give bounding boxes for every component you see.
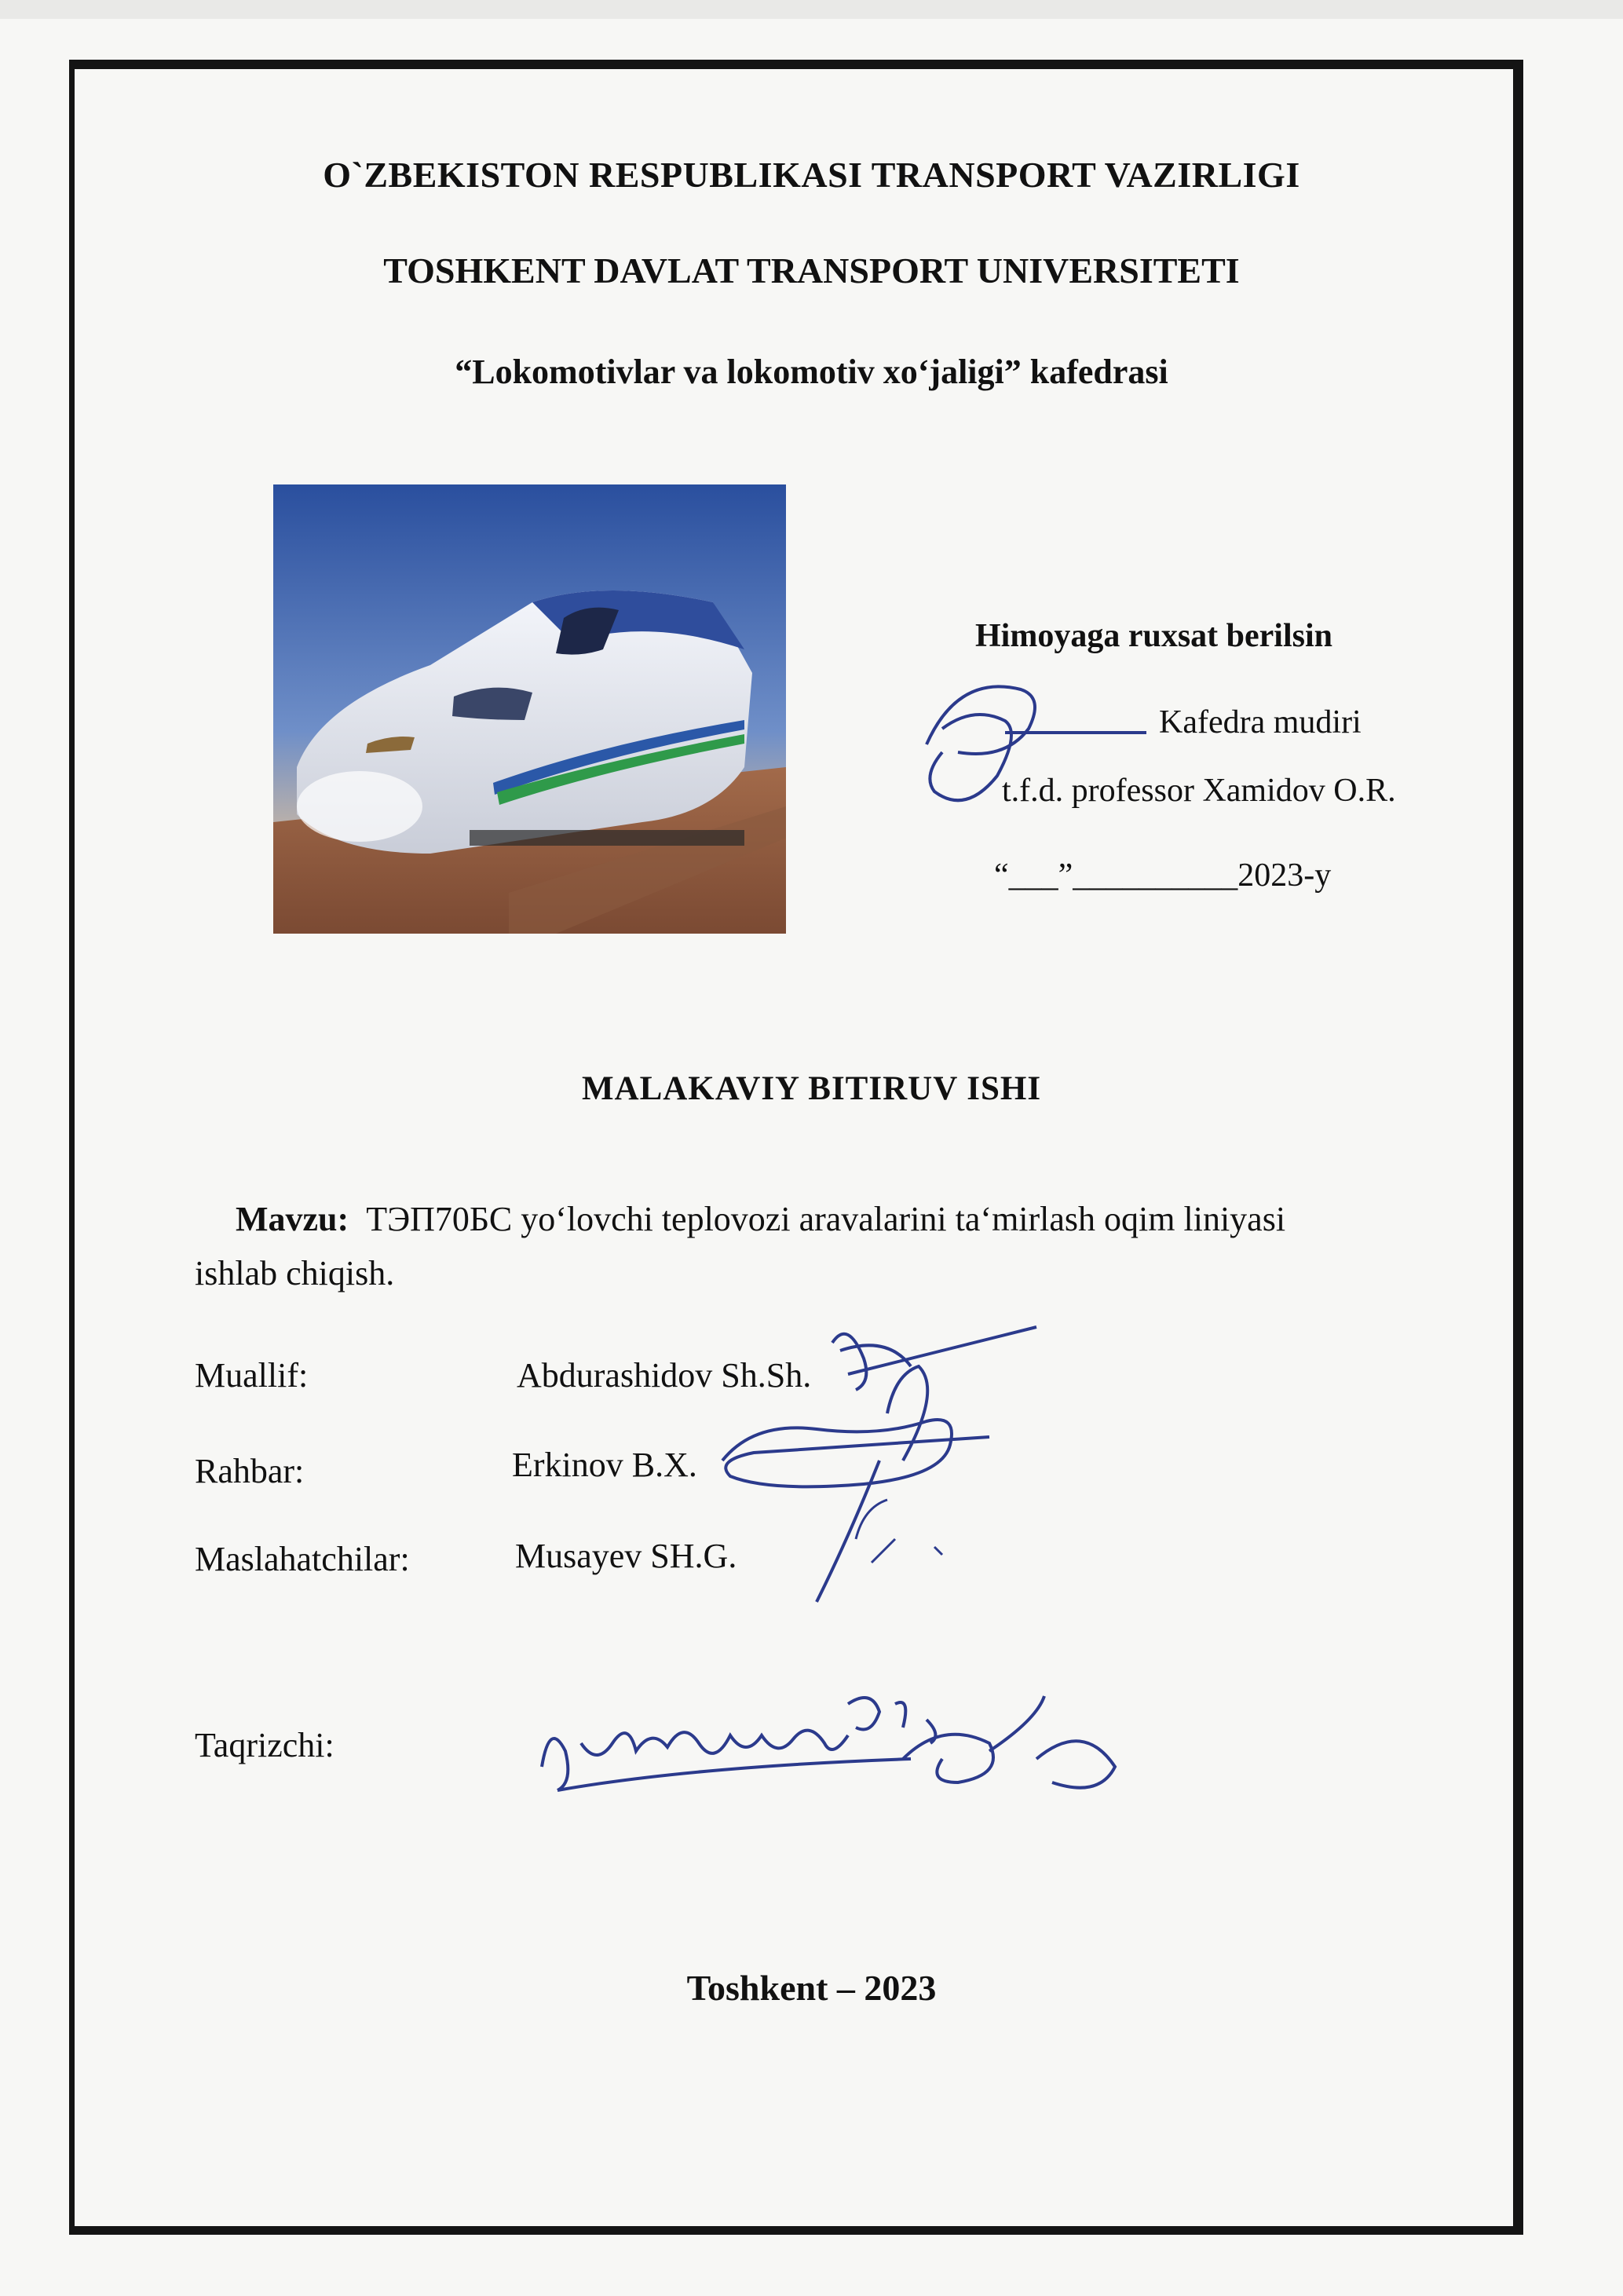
university-heading: TOSHKENT DAVLAT TRANSPORT UNIVERSITETI: [383, 250, 1240, 291]
scan-top-edge: [0, 0, 1623, 19]
ministry-heading: O`ZBEKISTON RESPUBLIKASI TRANSPORT VAZIRLIGI: [323, 155, 1300, 195]
approval-title: Himoyaga ruxsat berilsin: [975, 618, 1333, 654]
topic-line-2: ishlab chiqish.: [195, 1254, 395, 1292]
consultants-label: Maslahatchilar:: [195, 1540, 410, 1578]
approval-person: t.f.d. professor Xamidov O.R.: [1002, 773, 1396, 809]
reviewer-signature: [534, 1673, 1131, 1814]
reviewer-label: Taqrizchi:: [195, 1726, 334, 1764]
approval-role: Kafedra mudiri: [1159, 704, 1362, 740]
train-photo: [273, 484, 786, 934]
topic-label: Mavzu:: [236, 1200, 349, 1238]
supervisor-name: Erkinov B.X.: [512, 1446, 697, 1484]
footer-city-year: Toshkent – 2023: [686, 1968, 937, 2008]
topic-line-1: [236, 1199, 1285, 1239]
supervisor-label: Rahbar:: [195, 1452, 305, 1490]
topic-text: ТЭП70БС yo‘lovchi teplovozi aravalarini ta‘mirlash oqim liniyasi: [366, 1200, 1286, 1238]
consultants-name: Musayev SH.G.: [515, 1537, 737, 1575]
author-supervisor-signatures: [707, 1303, 1052, 1633]
author-name: Abdurashidov Sh.Sh.: [517, 1356, 812, 1395]
department-heading: “Lokomotivlar va lokomotiv xo‘jaligi” kafedrasi: [455, 353, 1168, 391]
author-label: Muallif:: [195, 1356, 309, 1395]
approval-date: “___”__________2023-y: [994, 857, 1332, 894]
work-type-title: MALAKAVIY BITIRUV ISHI: [581, 1070, 1042, 1107]
